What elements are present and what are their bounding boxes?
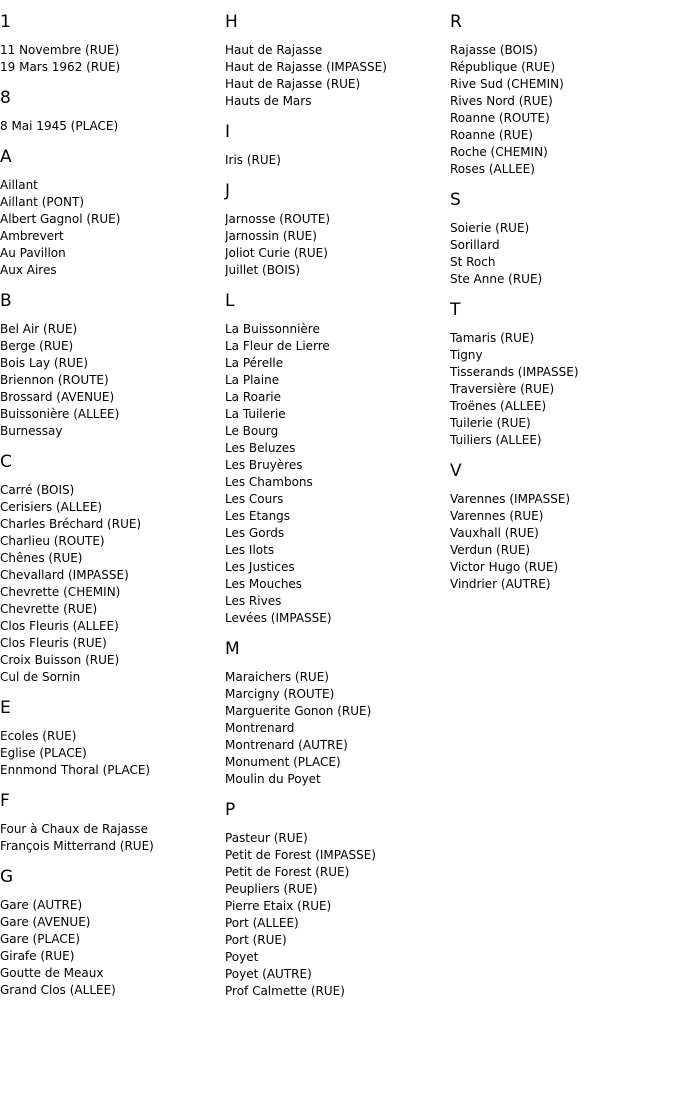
- street-item: Brossard (AVENUE): [0, 390, 115, 404]
- street-item: Carré (BOIS): [0, 483, 75, 497]
- street-item: 19 Mars 1962 (RUE): [0, 60, 121, 74]
- street-item: Victor Hugo (RUE): [450, 560, 559, 574]
- street-item: Gare (AVENUE): [0, 915, 91, 929]
- street-item: Marcigny (ROUTE): [225, 687, 335, 701]
- street-item: Four à Chaux de Rajasse: [0, 822, 149, 836]
- street-index-column-2: [225, 0, 450, 1012]
- street-item: Aillant: [0, 178, 38, 192]
- street-item: Charles Bréchard (RUE): [0, 517, 142, 531]
- street-item: Joliot Curie (RUE): [225, 246, 328, 260]
- street-item: Clos Fleuris (ALLEE): [0, 619, 119, 633]
- street-item: La Pérelle: [225, 356, 284, 370]
- street-item: Rive Sud (CHEMIN): [450, 77, 564, 91]
- street-item: La Fleur de Lierre: [225, 339, 330, 353]
- street-item: La Buissonnière: [225, 322, 320, 336]
- street-item: Les Ilots: [225, 543, 275, 557]
- street-item: Croix Buisson (RUE): [0, 653, 120, 667]
- street-item: Peupliers (RUE): [225, 882, 318, 896]
- street-item: Vauxhall (RUE): [450, 526, 539, 540]
- street-item: Les Etangs: [225, 509, 291, 523]
- street-index-column-3: [450, 0, 675, 605]
- street-list: [0, 321, 225, 440]
- street-item: Tuiliers (ALLEE): [450, 433, 542, 447]
- street-item: Marguerite Gonon (RUE): [225, 704, 372, 718]
- street-item: Pasteur (RUE): [225, 831, 308, 845]
- street-item: Berge (RUE): [0, 339, 74, 353]
- street-list: [0, 42, 225, 76]
- street-item: Gare (PLACE): [0, 932, 81, 946]
- section-letter-heading: S: [450, 190, 461, 210]
- street-item: Les Cours: [225, 492, 284, 506]
- letter-section: [0, 867, 225, 999]
- letter-section: [0, 291, 225, 440]
- letter-section: [450, 190, 675, 288]
- street-item: Briennon (ROUTE): [0, 373, 109, 387]
- street-list: [0, 482, 225, 686]
- section-letter-heading: V: [450, 461, 462, 481]
- street-item: Verdun (RUE): [450, 543, 531, 557]
- street-item: Vindrier (AUTRE): [450, 577, 551, 591]
- street-item: Varennes (RUE): [450, 509, 544, 523]
- street-item: Ste Anne (RUE): [450, 272, 543, 286]
- street-list: [225, 830, 450, 1000]
- street-item: François Mitterrand (RUE): [0, 839, 154, 853]
- street-item: Les Justices: [225, 560, 295, 574]
- street-item: Aillant (PONT): [0, 195, 85, 209]
- street-item: Les Bruyères: [225, 458, 303, 472]
- street-list: [450, 330, 675, 449]
- letter-section: [450, 461, 675, 593]
- section-letter-heading: A: [0, 147, 12, 167]
- street-item: La Roarie: [225, 390, 281, 404]
- street-list: [450, 491, 675, 593]
- street-item: Haut de Rajasse (IMPASSE): [225, 60, 387, 74]
- street-list: [0, 821, 225, 855]
- street-item: Jarnossin (RUE): [225, 229, 317, 243]
- street-item: 8 Mai 1945 (PLACE): [0, 119, 119, 133]
- street-item: Ennmond Thoral (PLACE): [0, 763, 151, 777]
- section-letter-heading: E: [0, 698, 11, 718]
- street-item: Ecoles (RUE): [0, 729, 77, 743]
- street-item: Haut de Rajasse (RUE): [225, 77, 361, 91]
- street-item: Roche (CHEMIN): [450, 145, 548, 159]
- street-item: Petit de Forest (IMPASSE): [225, 848, 376, 862]
- street-item: Chênes (RUE): [0, 551, 83, 565]
- street-list: [0, 118, 225, 135]
- street-item: Rajasse (BOIS): [450, 43, 538, 57]
- letter-section: [0, 452, 225, 686]
- street-item: Aux Aires: [0, 263, 57, 277]
- letter-section: [0, 12, 225, 76]
- street-item: Moulin du Poyet: [225, 772, 321, 786]
- letter-section: [225, 800, 450, 1000]
- street-item: Cerisiers (ALLEE): [0, 500, 103, 514]
- section-letter-heading: 8: [0, 88, 11, 108]
- street-item: Chevrette (RUE): [0, 602, 98, 616]
- street-list: [225, 211, 450, 279]
- street-item: Au Pavillon: [0, 246, 66, 260]
- street-item: Cul de Sornin: [0, 670, 81, 684]
- street-item: Jarnosse (ROUTE): [225, 212, 331, 226]
- letter-section: [225, 122, 450, 169]
- street-item: Varennes (IMPASSE): [450, 492, 571, 506]
- street-item: Soierie (RUE): [450, 221, 530, 235]
- street-item: Grand Clos (ALLEE): [0, 983, 116, 997]
- section-letter-heading: G: [0, 867, 14, 887]
- street-item: Charlieu (ROUTE): [0, 534, 105, 548]
- street-item: Les Rives: [225, 594, 282, 608]
- street-item: Port (RUE): [225, 933, 287, 947]
- street-item: Albert Gagnol (RUE): [0, 212, 121, 226]
- section-letter-heading: C: [0, 452, 12, 472]
- section-letter-heading: I: [225, 122, 231, 142]
- street-item: Montrenard (AUTRE): [225, 738, 348, 752]
- street-item: Tisserands (IMPASSE): [450, 365, 579, 379]
- section-letter-heading: R: [450, 12, 462, 32]
- section-letter-heading: H: [225, 12, 238, 32]
- street-item: Traversière (RUE): [450, 382, 555, 396]
- street-item: Montrenard: [225, 721, 295, 735]
- street-list: [225, 152, 450, 169]
- street-item: Pierre Etaix (RUE): [225, 899, 332, 913]
- street-item: Goutte de Meaux: [0, 966, 104, 980]
- street-item: Troënes (ALLEE): [450, 399, 547, 413]
- letter-section: [0, 698, 225, 779]
- section-letter-heading: F: [0, 791, 10, 811]
- street-item: Les Mouches: [225, 577, 303, 591]
- street-item: Poyet (AUTRE): [225, 967, 312, 981]
- section-letter-heading: J: [225, 181, 231, 201]
- street-item: Maraichers (RUE): [225, 670, 329, 684]
- letter-section: [0, 147, 225, 279]
- letter-section: [225, 639, 450, 788]
- section-letter-heading: T: [450, 300, 461, 320]
- street-item: Girafe (RUE): [0, 949, 75, 963]
- street-item: République (RUE): [450, 60, 556, 74]
- letter-section: [0, 88, 225, 135]
- street-list: [225, 42, 450, 110]
- section-letter-heading: 1: [0, 12, 11, 32]
- letter-section: [225, 181, 450, 279]
- street-item: Hauts de Mars: [225, 94, 312, 108]
- street-item: La Plaine: [225, 373, 280, 387]
- street-item: Les Beluzes: [225, 441, 296, 455]
- street-item: 11 Novembre (RUE): [0, 43, 120, 57]
- street-item: Gare (AUTRE): [0, 898, 83, 912]
- street-item: Petit de Forest (RUE): [225, 865, 350, 879]
- street-list: [0, 177, 225, 279]
- street-list: [450, 42, 675, 178]
- street-index-column-1: [0, 0, 225, 1011]
- street-item: Bel Air (RUE): [0, 322, 78, 336]
- street-item: Ambrevert: [0, 229, 64, 243]
- street-item: Les Chambons: [225, 475, 313, 489]
- street-list: [225, 321, 450, 627]
- street-list: [0, 897, 225, 999]
- letter-section: [450, 12, 675, 178]
- street-item: Chevallard (IMPASSE): [0, 568, 129, 582]
- street-list: [0, 728, 225, 779]
- street-item: Monument (PLACE): [225, 755, 341, 769]
- letter-section: [225, 291, 450, 627]
- street-item: Les Gords: [225, 526, 285, 540]
- street-item: Levées (IMPASSE): [225, 611, 332, 625]
- street-item: Eglise (PLACE): [0, 746, 87, 760]
- letter-section: [225, 12, 450, 110]
- street-item: Buissonière (ALLEE): [0, 407, 120, 421]
- street-list: [225, 669, 450, 788]
- street-item: Tigny: [450, 348, 483, 362]
- street-item: Tuilerie (RUE): [450, 416, 531, 430]
- street-item: Roses (ALLEE): [450, 162, 535, 176]
- street-item: Bois Lay (RUE): [0, 356, 88, 370]
- street-item: Haut de Rajasse: [225, 43, 323, 57]
- street-item: Juillet (BOIS): [225, 263, 301, 277]
- street-item: Sorillard: [450, 238, 500, 252]
- section-letter-heading: L: [225, 291, 235, 311]
- street-item: Tamaris (RUE): [450, 331, 535, 345]
- street-item: Poyet: [225, 950, 259, 964]
- section-letter-heading: P: [225, 800, 236, 820]
- street-item: Burnessay: [0, 424, 63, 438]
- letter-section: [450, 300, 675, 449]
- street-item: Rives Nord (RUE): [450, 94, 553, 108]
- street-item: Port (ALLEE): [225, 916, 299, 930]
- street-item: Prof Calmette (RUE): [225, 984, 345, 998]
- street-item: Roanne (RUE): [450, 128, 533, 142]
- street-item: Chevrette (CHEMIN): [0, 585, 121, 599]
- street-item: Le Bourg: [225, 424, 279, 438]
- section-letter-heading: B: [0, 291, 12, 311]
- section-letter-heading: M: [225, 639, 240, 659]
- street-item: Roanne (ROUTE): [450, 111, 550, 125]
- street-item: Clos Fleuris (RUE): [0, 636, 107, 650]
- street-list: [450, 220, 675, 288]
- street-item: La Tuilerie: [225, 407, 286, 421]
- street-item: Iris (RUE): [225, 153, 281, 167]
- street-item: St Roch: [450, 255, 496, 269]
- letter-section: [0, 791, 225, 855]
